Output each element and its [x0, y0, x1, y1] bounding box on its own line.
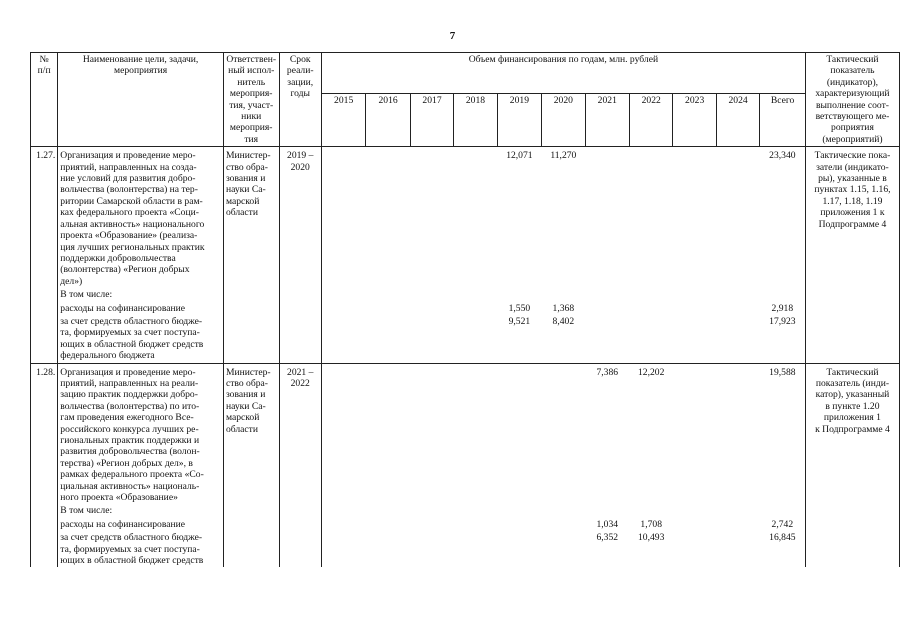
empty-cell: [805, 302, 899, 315]
table-subrow: [31, 531, 900, 567]
row-number: 1.28.: [31, 363, 58, 504]
year-value-cell: [321, 531, 365, 567]
year-value-cell: [629, 288, 672, 301]
total-cell: 16,845: [760, 531, 806, 567]
year-value-cell: [321, 302, 365, 315]
year-value-cell: [454, 288, 497, 301]
empty-cell: [31, 504, 58, 517]
total-cell: 19,588: [760, 363, 806, 504]
year-value-cell: [410, 302, 453, 315]
year-value-cell: [716, 147, 759, 288]
year-value-cell: [716, 315, 759, 363]
year-value-cell: [497, 531, 541, 567]
header-name: Наименование цели, задачи, мероприятия: [58, 53, 224, 147]
header-num: № п/п: [31, 53, 58, 147]
subrow-name: за счет средств областного бюдже- та, формируемых за счет поступа- ющих в областной бюджет средств: [58, 531, 224, 567]
year-value-cell: [454, 147, 497, 288]
year-value-cell: [542, 363, 585, 504]
header-funding: Объем финансирования по годам, млн. рублей: [321, 53, 805, 94]
table-header: [31, 53, 900, 147]
year-value-cell: 6,352: [596, 532, 619, 544]
table-subrow: [31, 288, 900, 301]
year-value-cell: [321, 363, 365, 504]
implementation-term: 2021 – 2022: [279, 363, 321, 504]
year-value-cell: [673, 518, 716, 531]
year-value-cell: [497, 363, 541, 504]
year-value-cell: [542, 504, 585, 517]
year-value-cell: 8,402: [552, 315, 575, 327]
year-value-cell: [716, 302, 759, 315]
year-value-cell: [497, 288, 541, 301]
year-value-cell: [366, 504, 410, 517]
table-subrow: [31, 315, 900, 363]
responsible-executor: Министер- ство обра- зования и науки Са- марской области: [223, 363, 279, 504]
year-value-cell: 12,202: [629, 363, 672, 504]
year-header: 2018: [454, 93, 497, 146]
year-value-cell: [454, 518, 497, 531]
year-value-cell: [497, 504, 541, 517]
year-value-cell: [673, 531, 716, 567]
year-header: 2023: [673, 93, 716, 146]
empty-cell: [805, 518, 899, 531]
year-value-cell: [629, 504, 672, 517]
empty-cell: [279, 302, 321, 315]
empty-cell: [223, 302, 279, 315]
year-value-cell: [454, 531, 497, 567]
year-value-cell: [366, 363, 410, 504]
empty-cell: [31, 518, 58, 531]
year-value-cell: [542, 518, 585, 531]
year-value-cell: [673, 363, 716, 504]
year-value-cell: 9,521: [508, 315, 531, 327]
year-value-cell: [673, 302, 716, 315]
empty-cell: [31, 531, 58, 567]
empty-cell: [805, 504, 899, 517]
table-body: [31, 147, 900, 568]
year-value-cell: [585, 147, 629, 288]
year-value-cell: [410, 315, 453, 363]
year-value-cell: 1,550: [508, 302, 531, 314]
year-header: 2021: [585, 93, 629, 146]
empty-cell: [805, 531, 899, 567]
year-value-cell: 1,368: [552, 302, 575, 314]
year-value-cell: [454, 302, 497, 315]
page-number: 7: [449, 30, 456, 42]
year-header: 2020: [542, 93, 585, 146]
year-value-cell: [410, 518, 453, 531]
year-value-cell: [673, 288, 716, 301]
financing-table: [30, 52, 900, 567]
empty-cell: [223, 518, 279, 531]
tactical-indicator: Тактические пока- затели (индикато- ры), указанные в пунктах 1.15, 1.16, 1.17, 1.18, 1.19 приложения 1 к Подпрограмме 4: [805, 147, 899, 288]
year-header: 2016: [366, 93, 410, 146]
total-cell: [760, 288, 806, 301]
table-row: [31, 147, 900, 288]
total-cell: 17,923: [760, 315, 806, 363]
empty-cell: [223, 531, 279, 567]
subrow-name: расходы на софинансирование: [58, 518, 224, 531]
year-value-cell: [366, 531, 410, 567]
empty-cell: [31, 288, 58, 301]
year-value-cell: 1,708: [640, 518, 662, 530]
year-value-cell: [321, 147, 365, 288]
year-value-cell: [716, 531, 759, 567]
empty-cell: [223, 288, 279, 301]
year-value-cell: [497, 518, 541, 531]
row-number: 1.27.: [31, 147, 58, 288]
header-responsible: Ответствен- ный испол- нитель мероприя- тия, участ- ники мероприя- тия: [223, 53, 279, 147]
empty-cell: [31, 315, 58, 363]
year-value-cell: 12,071: [497, 147, 541, 288]
year-header: 2015: [321, 93, 365, 146]
table-subrow: [31, 504, 900, 517]
year-value-cell: [542, 531, 585, 567]
year-value-cell: [410, 363, 453, 504]
year-value-cell: [716, 288, 759, 301]
year-value-cell: [410, 288, 453, 301]
year-value-cell: [673, 504, 716, 517]
year-header: 2022: [629, 93, 672, 146]
year-value-cell: [629, 302, 672, 315]
year-value-cell: [321, 288, 365, 301]
year-value-cell: [454, 363, 497, 504]
year-value-cell: 1,034: [596, 518, 619, 530]
year-value-cell: [629, 315, 672, 363]
year-value-cell: [410, 504, 453, 517]
empty-cell: [279, 504, 321, 517]
year-value-cell: [321, 518, 365, 531]
subrow-name: В том числе:: [58, 288, 224, 301]
year-value-cell: [410, 147, 453, 288]
year-value-cell: [585, 315, 629, 363]
subrow-name: В том числе:: [58, 504, 224, 517]
total-cell: 2,742: [760, 518, 806, 531]
year-header: 2024: [716, 93, 759, 146]
year-value-cell: [366, 147, 410, 288]
total-cell: 23,340: [760, 147, 806, 288]
responsible-executor: Министер- ство обра- зования и науки Са- марской области: [223, 147, 279, 288]
subrow-name: расходы на софинансирование: [58, 302, 224, 315]
year-value-cell: [673, 147, 716, 288]
year-value-cell: [585, 288, 629, 301]
empty-cell: [279, 531, 321, 567]
total-cell: 2,918: [760, 302, 806, 315]
year-value-cell: 10,493: [638, 532, 665, 544]
year-header: Всего: [760, 93, 806, 146]
year-value-cell: [366, 302, 410, 315]
year-value-cell: [410, 531, 453, 567]
year-value-cell: [366, 288, 410, 301]
year-value-cell: [673, 315, 716, 363]
year-value-cell: [542, 288, 585, 301]
empty-cell: [223, 504, 279, 517]
year-header: 2017: [410, 93, 453, 146]
year-value-cell: [321, 504, 365, 517]
year-value-cell: [454, 315, 497, 363]
implementation-term: 2019 – 2020: [279, 147, 321, 288]
empty-cell: [279, 315, 321, 363]
table-subrow: [31, 518, 900, 531]
header-term: Срок реали- зации, годы: [279, 53, 321, 147]
year-value-cell: [585, 504, 629, 517]
empty-cell: [805, 288, 899, 301]
year-value-cell: [366, 315, 410, 363]
empty-cell: [223, 315, 279, 363]
table-row: [31, 363, 900, 504]
header-indicator: Тактический показатель (индикатор), характеризующий выполнение соот- ветствующего ме- роприятия (мероприятий): [805, 53, 899, 147]
tactical-indicator: Тактический показатель (инди- катор), указанный в пункте 1.20 приложения 1 к Подпрограмме 4: [805, 363, 899, 504]
activity-name: Организация и проведение меро- приятий, направленных на созда- ние условий для развития добро- вольчества (волонтерства) на тер- ритории Самарской области в рам- ках федерального проекта «Соци- альная активность» национального проекта «Образование» (реализа- ция лучших региональных практик поддержки добровольчества (волонтерства) «Регион добрых дел»): [58, 147, 224, 288]
year-header: 2019: [497, 93, 541, 146]
total-cell: [760, 504, 806, 517]
table-subrow: [31, 302, 900, 315]
year-value-cell: [716, 518, 759, 531]
activity-name: Организация и проведение меро- приятий, направленных на реали- зацию практик поддержки добро- вольчества (волонтерства) по ито- гам проведения ежегодного Все- российского конкурса лучших ре- гиональных практик поддержки и развития добровольчества (волон- терства) «Регион добрых дел», в рамках федерального проекта «Со- циальная активность» националь- ного проекта «Образование»: [58, 363, 224, 504]
empty-cell: [805, 315, 899, 363]
year-value-cell: [321, 315, 365, 363]
year-value-cell: 11,270: [542, 147, 585, 288]
empty-cell: [279, 518, 321, 531]
year-value-cell: [629, 147, 672, 288]
empty-cell: [279, 288, 321, 301]
subrow-name: за счет средств областного бюдже- та, формируемых за счет поступа- ющих в областной бюджет средств федерального бюджета: [58, 315, 224, 363]
year-value-cell: [454, 504, 497, 517]
year-value-cell: [366, 518, 410, 531]
year-value-cell: 7,386: [585, 363, 629, 504]
empty-cell: [31, 302, 58, 315]
year-value-cell: [585, 302, 629, 315]
year-value-cell: [716, 504, 759, 517]
year-value-cell: [716, 363, 759, 504]
